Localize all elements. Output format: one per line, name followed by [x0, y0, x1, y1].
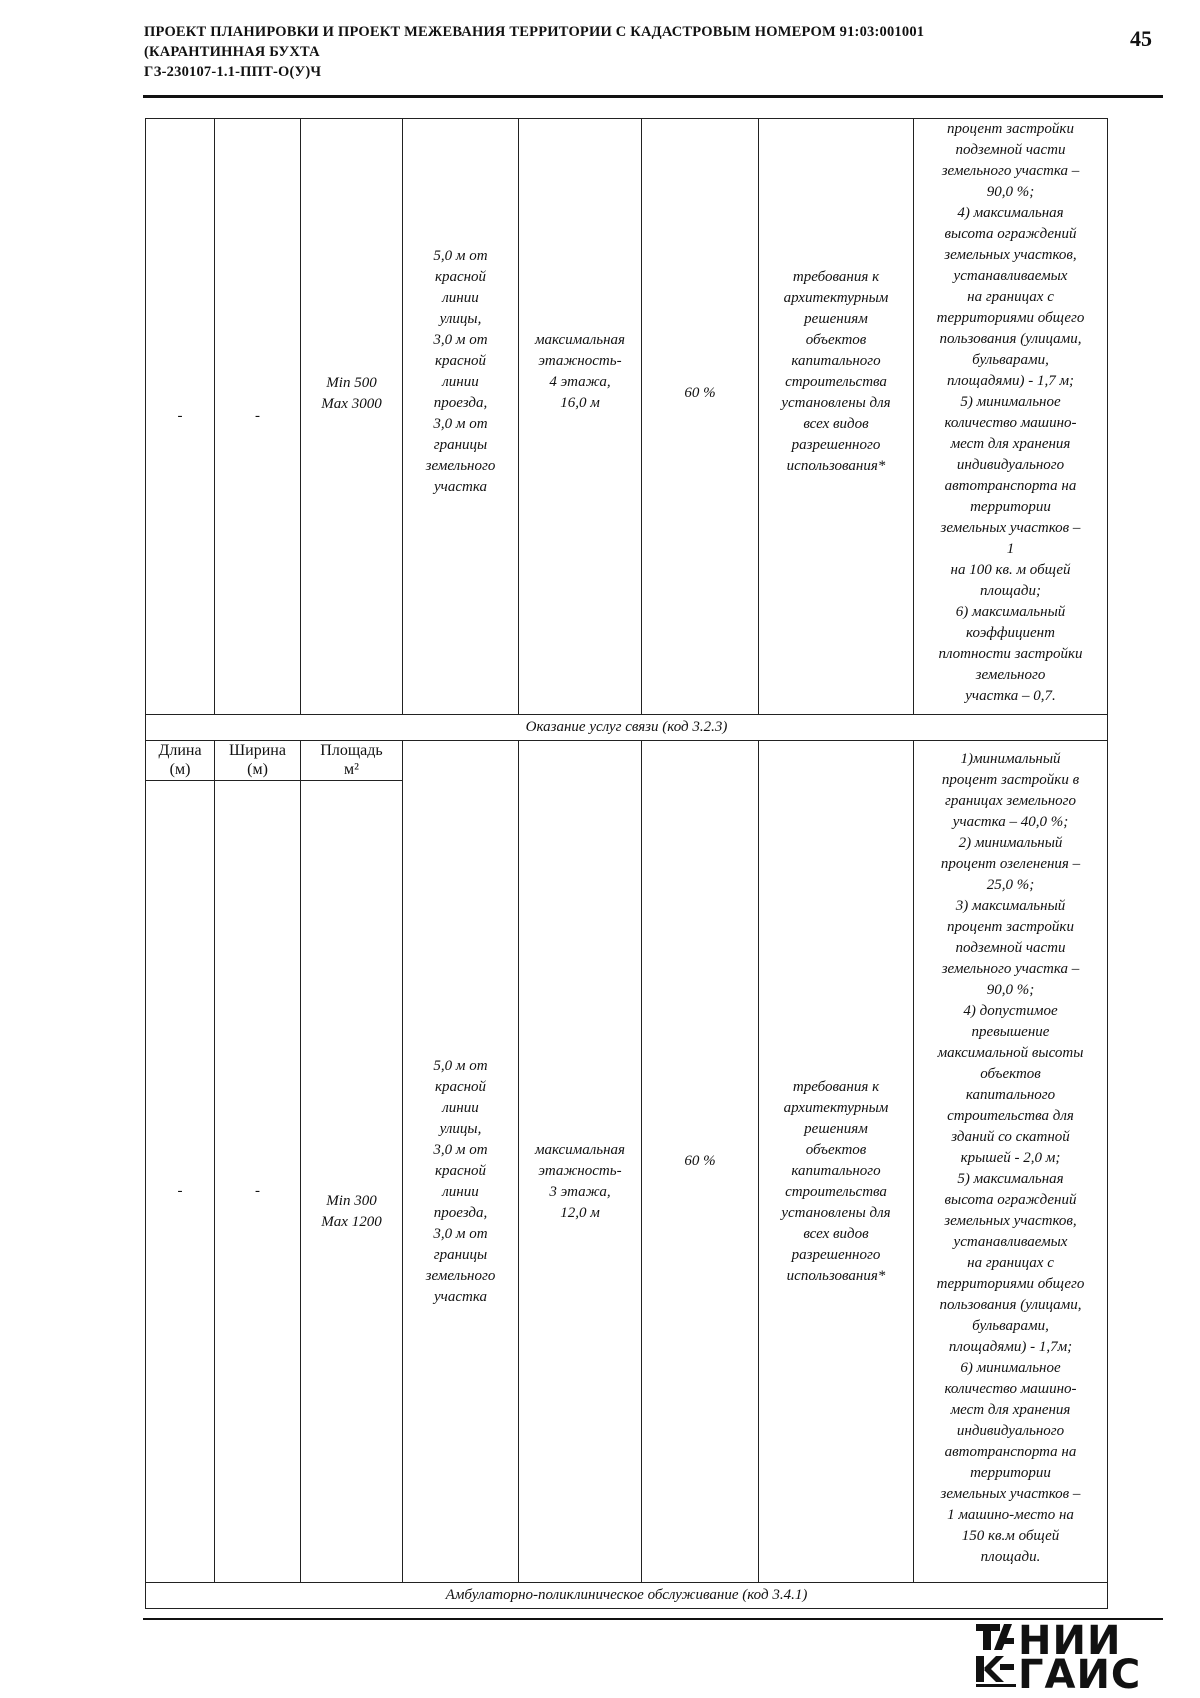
- logo-text-gais: ГАИС: [1018, 1652, 1142, 1698]
- length-cell: -: [146, 781, 215, 1583]
- column-header-area: Площадь м²: [301, 741, 403, 781]
- document-header: [144, 22, 1104, 82]
- column-header-row: [146, 741, 1108, 781]
- architecture-requirements-cell: требования к архитектурным решениям объектов капитального строительства установлены для всех видов разрешенного использования*: [759, 119, 914, 715]
- max-height-cell: максимальная этажность- 4 этажа, 16,0 м: [519, 119, 642, 715]
- table-row: [146, 119, 1108, 715]
- width-cell: -: [215, 781, 301, 1583]
- logo-mark-icon: [974, 1620, 1018, 1690]
- area-cell: Min 300 Max 1200: [301, 781, 403, 1583]
- area-cell: Min 500 Max 3000: [301, 119, 403, 715]
- coverage-cell: 60 %: [642, 119, 759, 715]
- section-row: [146, 715, 1108, 741]
- niigais-logo: [974, 1618, 1164, 1698]
- page-number: 45: [1130, 26, 1152, 51]
- coverage-cell: 60 %: [642, 741, 759, 1583]
- header-document-code: ГЗ-230107-1.1-ППТ-О(У)Ч: [144, 64, 322, 80]
- architecture-requirements-cell: требования к архитектурным решениям объектов капитального строительства установлены для всех видов разрешенного использования*: [759, 741, 914, 1583]
- column-header-length: Длина (м): [146, 741, 215, 781]
- header-divider: [143, 95, 1163, 98]
- width-cell: -: [215, 119, 301, 715]
- other-parameters-cell: процент застройки подземной части земельного участка – 90,0 %; 4) максимальная высота ограждений земельных участков, устанавливаемых на границах с территориями общего пользования (улицами, бульварами, площадями) - 1,7 м; 5) минимальное количество машино- мест для хранения индивидуального автотранспорта на территории земельных участков – 1 на 100 кв. м общей площади; 6) максимальный коэффициент плотности застройки земельного участка – 0,7.: [914, 119, 1108, 715]
- section-row: [146, 1583, 1108, 1609]
- header-subtitle-line: (КАРАНТИННАЯ БУХТА: [144, 44, 320, 60]
- logo-text-nii: НИИ: [1018, 1618, 1122, 1664]
- length-cell: -: [146, 119, 215, 715]
- other-parameters-cell: 1)минимальный процент застройки в границах земельного участка – 40,0 %; 2) минимальный процент озеленения – 25,0 %; 3) максимальный процент застройки подземной части земельного участка – 90,0 %; 4) допустимое превышение максимальной высоты объектов капитального строительства для зданий со скатной крышей - 2,0 м; 5) максимальная высота ограждений земельных участков, устанавливаемых на границах с территориями общего пользования (улицами, бульварами, площадями) - 1,7м; 6) минимальное количество машино- мест для хранения индивидуального автотранспорта на территории земельных участков – 1 машино-место на 150 кв.м общей площади.: [914, 741, 1108, 1583]
- setback-cell: 5,0 м от красной линии улицы, 3,0 м от красной линии проезда, 3,0 м от границы земельного участка: [403, 119, 519, 715]
- section-title-communication: Оказание услуг связи (код 3.2.3): [146, 715, 1108, 741]
- header-title-line: ПРОЕКТ ПЛАНИРОВКИ И ПРОЕКТ МЕЖЕВАНИЯ ТЕРРИТОРИИ С КАДАСТРОВЫМ НОМЕРОМ 91:03:001001: [144, 24, 925, 40]
- setback-cell: 5,0 м от красной линии улицы, 3,0 м от красной линии проезда, 3,0 м от границы земельного участка: [403, 741, 519, 1583]
- section-title-ambulatory: Амбулаторно-поликлиническое обслуживание (код 3.4.1): [146, 1583, 1108, 1609]
- land-use-regulations-table: [145, 118, 1108, 1609]
- max-height-cell: максимальная этажность- 3 этажа, 12,0 м: [519, 741, 642, 1583]
- column-header-width: Ширина (м): [215, 741, 301, 781]
